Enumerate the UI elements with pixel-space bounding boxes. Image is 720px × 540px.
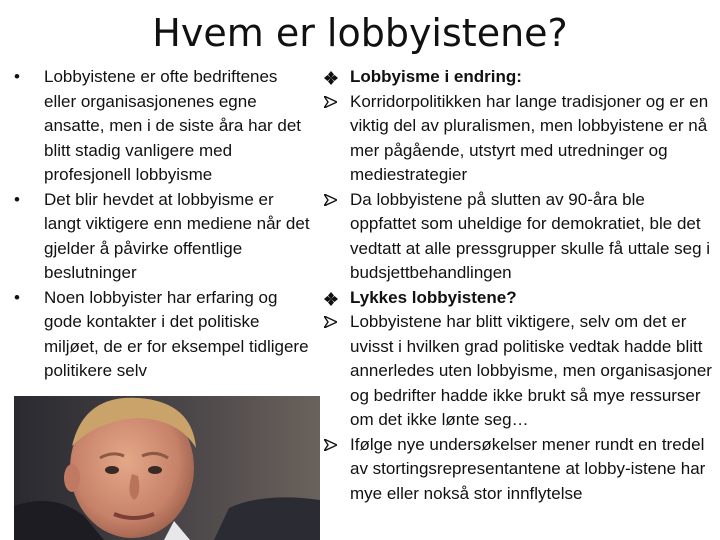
right-column (324, 65, 714, 506)
right-heading-text: Lykkes lobbyistene? (350, 287, 517, 307)
politician-photo (14, 396, 320, 540)
portrait-image (14, 396, 320, 540)
diamond-bullet-icon (324, 65, 354, 85)
right-point-item (324, 188, 714, 286)
arrowhead-bullet-icon (324, 90, 354, 108)
arrowhead-bullet-icon (324, 310, 354, 328)
arrowhead-bullet-icon (324, 188, 354, 206)
diamond-bullet-icon (324, 286, 354, 306)
right-point-text: Da lobbyistene på slutten av 90-åra ble oppfattet som uheldige for demokratiet, ble det vedtatt at alle pressgrupper skulle få uttale seg i budsjettbehandlingen (350, 189, 711, 282)
left-bullet-text: Det blir hevdet at lobbyisme er langt viktigere enn mediene når det gjelder å påvirke offentlige beslutninger (44, 189, 310, 282)
left-bullet-text: Noen lobbyister har erfaring og gode kontakter i det politiske miljøet, de er for eksempel tidligere politikere selv (44, 287, 309, 380)
right-heading-text: Lobbyisme i endring: (350, 67, 522, 86)
bullet-dot-icon: • (14, 189, 20, 209)
left-bullet-text: Lobbyistene er ofte bedriftenes eller organisasjonenes egne ansatte, men i de siste åra har det blitt stadig vanligere med profesjonell lobbyisme (44, 67, 302, 184)
left-bullet-item (14, 65, 314, 188)
bullet-dot-icon: • (14, 287, 20, 307)
right-point-item (324, 433, 714, 507)
right-point-item (324, 90, 714, 188)
left-bullet-item (14, 286, 314, 384)
left-column (14, 65, 314, 384)
bullet-dot-icon: • (14, 67, 20, 86)
slide-title: Hvem er lobbyistene? (152, 11, 568, 55)
right-point-item (324, 310, 714, 433)
right-point-text: Lobbyistene har blitt viktigere, selv om det er uvisst i hvilken grad politiske vedtak hadde blitt annerledes uten lobbyisme, men organisasjoner og bedrifter hadde ikke brukt så mye ressurser om det ikke lønte seg… (350, 312, 712, 429)
left-bullet-item (14, 188, 314, 286)
right-heading-item (324, 65, 714, 90)
right-point-text: Korridorpolitikken har lange tradisjoner og er en viktig del av pluralismen, men lobbyistene er nå mer pågående, utstyrt med utredninger og mediestrategier (350, 91, 709, 184)
arrowhead-bullet-icon (324, 433, 354, 451)
right-point-text: Ifølge nye undersøkelser mener rundt en tredel av stortingsrepresentantene at lobby-istene har mye eller nokså stor innflytelse (350, 434, 706, 503)
right-heading-item (324, 286, 714, 311)
